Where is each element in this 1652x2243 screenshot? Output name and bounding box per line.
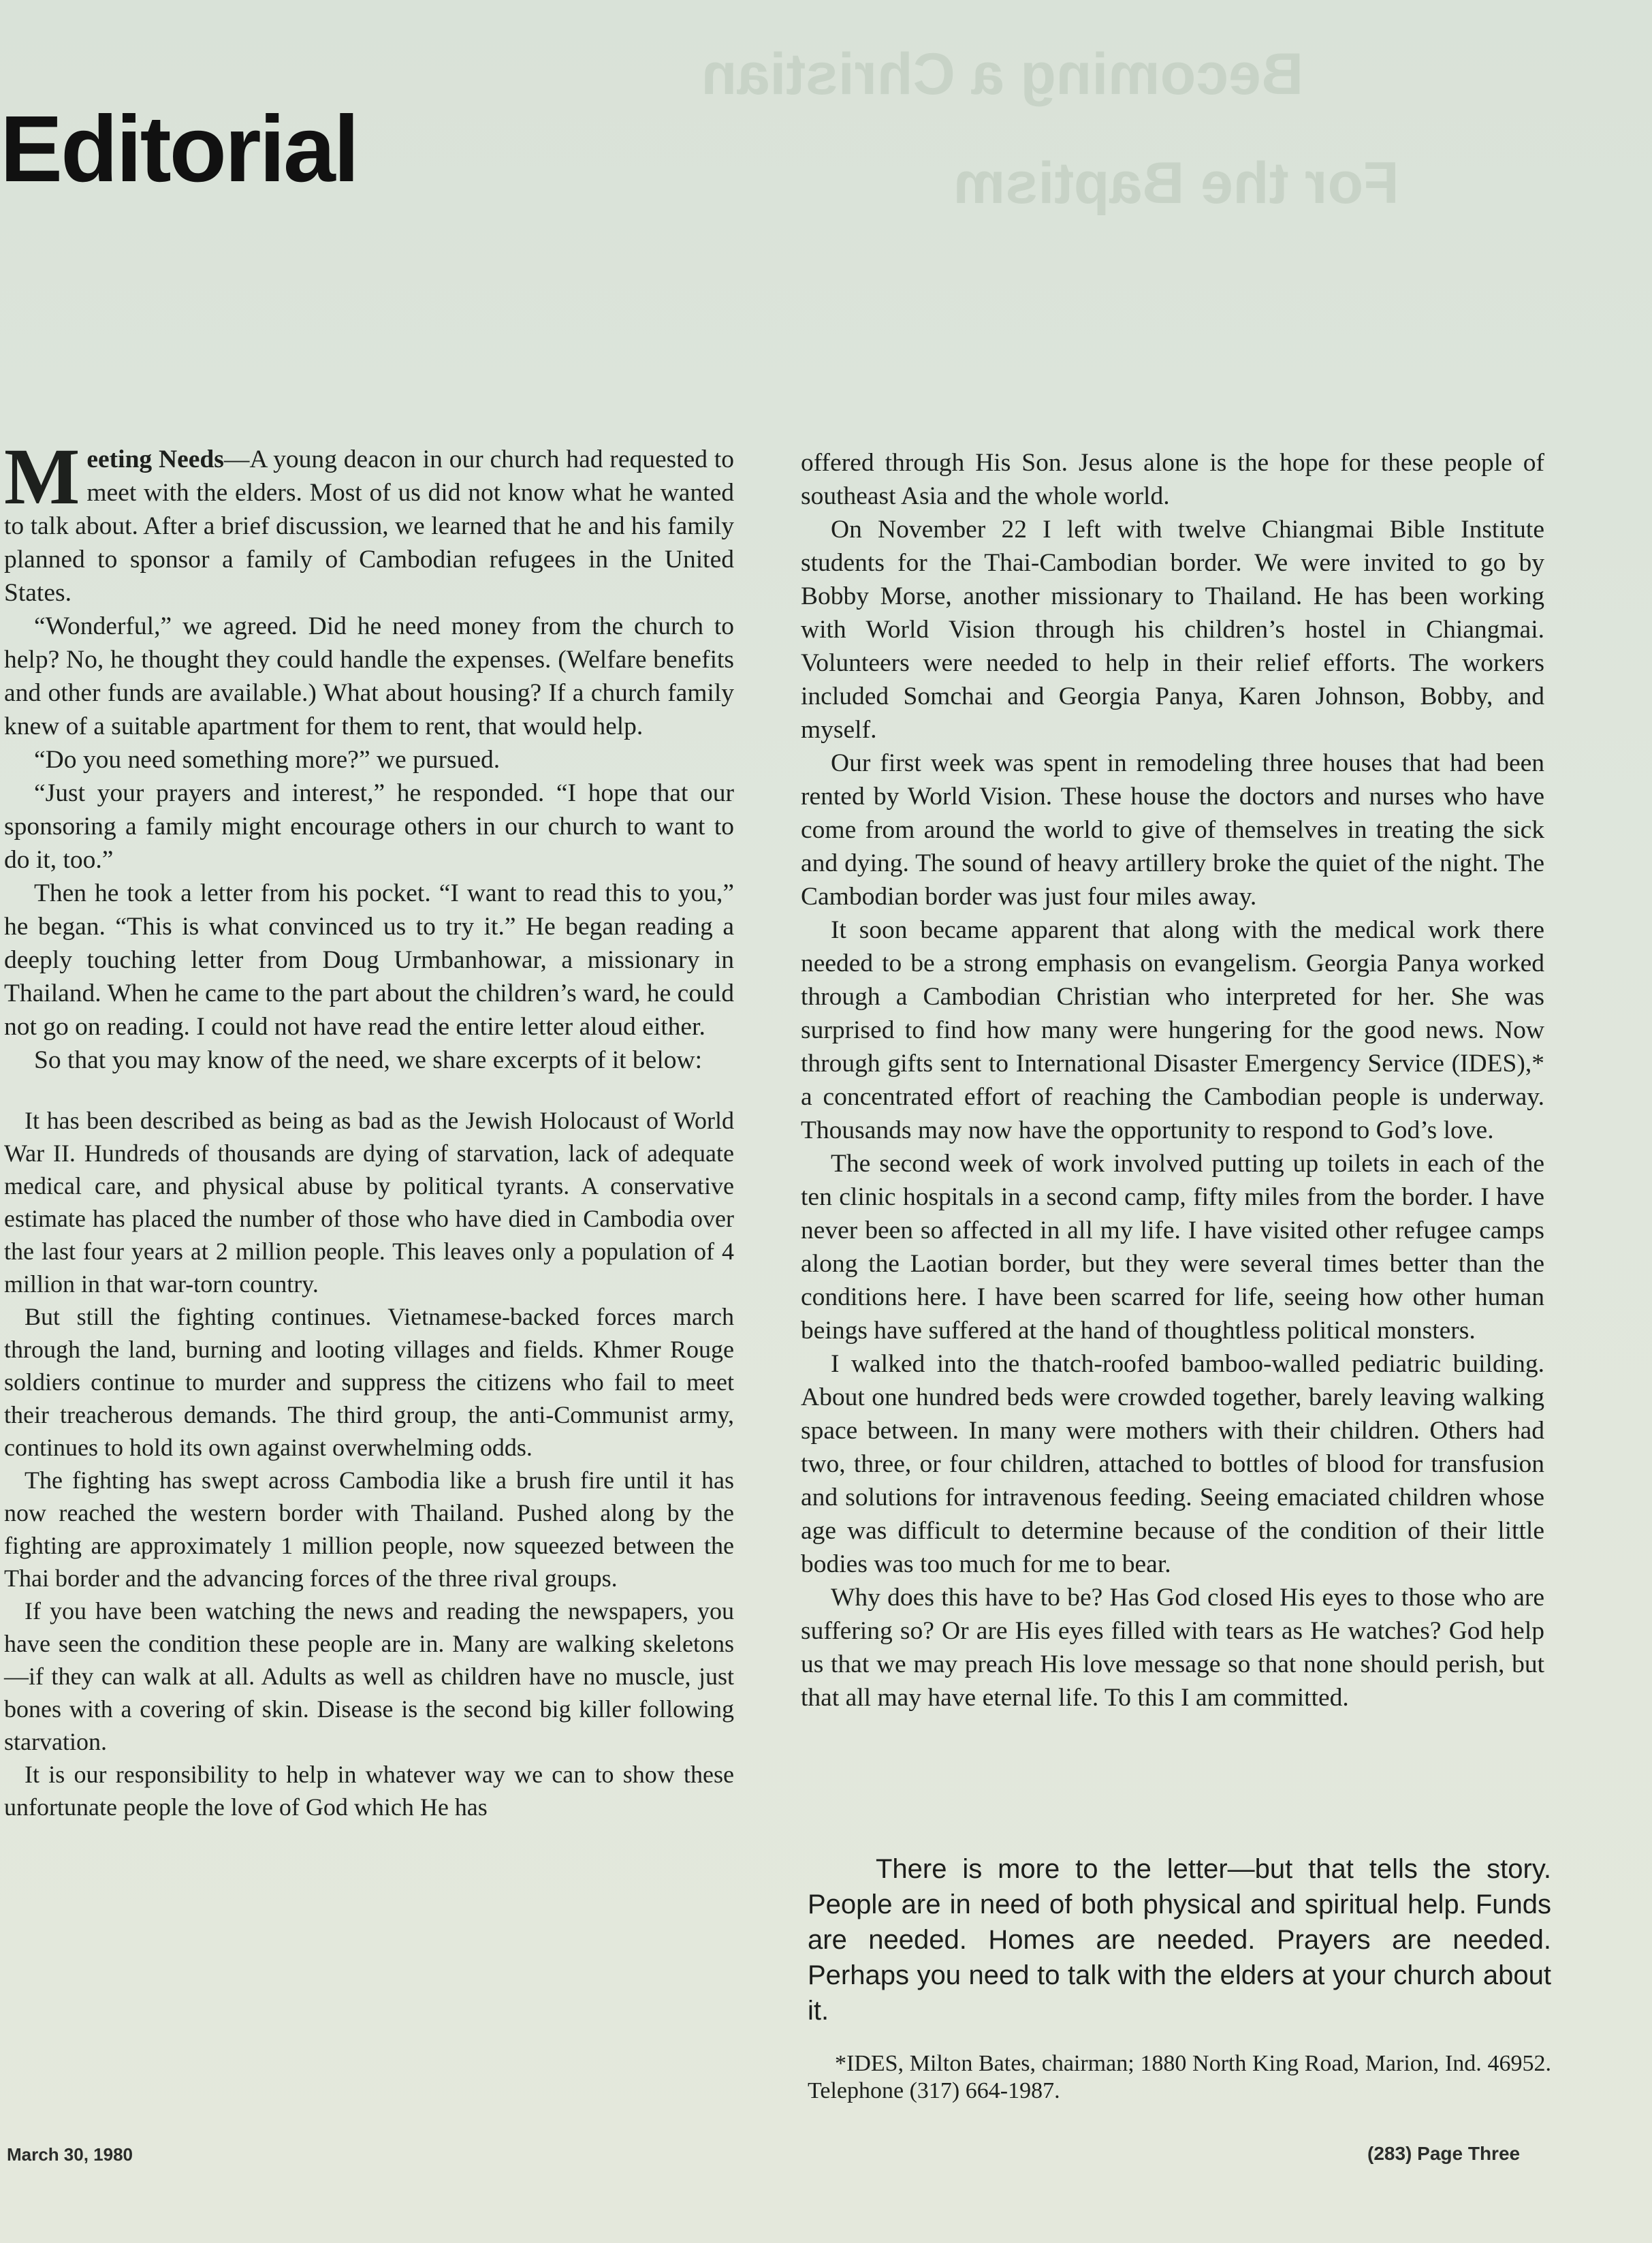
bleed-through-subtitle: For the Baptism: [953, 151, 1399, 216]
issue-date: March 30, 1980: [7, 2144, 133, 2165]
body-paragraph: Why does this have to be? Has God closed His eyes to those who are suffering so? Or are His eyes filled with tears as He watches? God help us that we may preach His love message so that none should perish, but that all may have eternal life. To this I am committed.: [801, 1584, 1544, 1712]
right-column: [801, 446, 1544, 1714]
body-paragraph: Our first week was spent in remodeling three houses that had been rented by World Vision. These house the doctors and nurses who have come from around the world to give of themselves in treating the sick and dying. The sound of heavy artillery broke the quiet of the night. The Cambodian border was just four miles away.: [801, 749, 1544, 911]
letter-excerpt: [4, 1104, 734, 1823]
editorial-callout: [808, 1851, 1551, 2028]
body-paragraph: So that you may know of the need, we share excerpts of it below:: [34, 1046, 702, 1074]
excerpt-paragraph: But still the fighting continues. Vietnamese-backed forces march through the land, burning and looting villages and fields. Khmer Rouge soldiers continue to murder and suppress the citizens who fail to meet their treacherous demands. The third group, the anti-Communist army, continues to hold its own against overwhelming odds.: [4, 1303, 734, 1461]
body-paragraph: The second week of work involved putting up toilets in each of the ten clinic hospitals in a second camp, fifty miles from the border. I have never been so affected in all my life. I have visited other refugee camps along the Laotian border, but they were several times better than the conditions here. I have been scarred for life, seeing how other human beings have suffered at the hand of thoughtless political monsters.: [801, 1150, 1544, 1345]
excerpt-paragraph: The fighting has swept across Cambodia like a brush fire until it has now reached the western border with Thailand. Pushed along by the fighting are approximately 1 million people, now squeezed between the Thai border and the advancing forces of the three rival groups.: [4, 1466, 734, 1592]
body-paragraph: “Do you need something more?” we pursued.: [34, 746, 501, 774]
opening-text: —A young deacon in our church had requested to meet with the elders. Most of us did not know what he wanted to talk about. After a brief discussion, we learned that he and his family planned to sponsor a family of Cambodian refugees in the United States.: [4, 445, 735, 607]
body-paragraph: I walked into the thatch-roofed bamboo-walled pediatric building. About one hundred beds were crowded together, barely leaving walking space between. In many were mothers with their children. Others had two, three, or four children, attached to bottles of blood for transfusion and solutions for intravenous feeding. Seeing emaciated children whose age was difficult to determine because of the condition of their little bodies was too much for me to bear.: [801, 1350, 1544, 1578]
footnote-text: *IDES, Milton Bates, chairman; 1880 North King Road, Marion, Ind. 46952. Telephone (317) 664-1987.: [808, 2051, 1551, 2103]
excerpt-paragraph: It has been described as being as bad as the Jewish Holocaust of World War II. Hundreds of thousands are dying of starvation, lack of adequate medical care, and physical abuse by political tyrants. A conservative estimate has placed the number of those who have died in Cambodia over the last four years at 2 million people. This leaves only a population of 4 million in that war-torn country.: [4, 1107, 734, 1298]
body-paragraph: It soon became apparent that along with the medical work there needed to be a strong emphasis on evangelism. Georgia Panya worked through a Cambodian Christian who interpreted for her. She was surprised to find how many were hungering for the good news. Now through gifts sent to International Disaster Emergency Service (IDES),* a concentrated effort of reaching the Cambodian people is underway. Thousands may now have the opportunity to respond to God’s love.: [801, 916, 1544, 1144]
drop-cap: M: [4, 432, 80, 521]
body-paragraph: “Just your prayers and interest,” he responded. “I hope that our sponsoring a family might encourage others in our church to want to do it, too.”: [4, 779, 734, 874]
footnote: [808, 2050, 1551, 2105]
left-column: [4, 432, 735, 1823]
page-number: (283) Page Three: [1367, 2143, 1521, 2164]
body-paragraph: Then he took a letter from his pocket. “I want to read this to you,” he began. “This is what convinced us to try it.” He began reading a deeply touching letter from Doug Urmbanhowar, a missionary in Thailand. When he came to the part about the children’s ward, he could not go on reading. I could not have read the entire letter aloud either.: [4, 879, 734, 1041]
masthead-editorial: Editorial: [0, 97, 358, 202]
body-paragraph: On November 22 I left with twelve Chiangmai Bible Institute students for the Thai-Cambodian border. We were invited to go by Bobby Morse, another missionary to Thailand. He has been working with World Vision through his children’s hostel in Chiangmai. Volunteers were needed to help in their relief efforts. The workers included Somchai and Georgia Panya, Karen Johnson, Bobby, and myself.: [801, 516, 1544, 744]
body-paragraph: “Wonderful,” we agreed. Did he need money from the church to help? No, he thought they could handle the expenses. (Welfare benefits and other funds are available.) What about housing? If a church family knew of a suitable apartment for them to rent, that would help.: [4, 612, 734, 740]
continuation-paragraph: offered through His Son. Jesus alone is the hope for these people of southeast Asia and the whole world.: [801, 449, 1544, 510]
callout-text: There is more to the letter—but that tells the story. People are in need of both physical and spiritual help. Funds are needed. Homes are needed. Prayers are needed. Perhaps you need to talk with the elders at your church about it.: [808, 1854, 1551, 2026]
bleed-through-title: Becoming a Christian: [701, 42, 1304, 107]
opening-paragraph: [4, 432, 735, 610]
excerpt-paragraph: It is our responsibility to help in whatever way we can to show these unfortunate people the love of God which He has: [4, 1761, 734, 1821]
excerpt-paragraph: If you have been watching the news and reading the newspapers, you have seen the condition these people are in. Many are walking skeletons—if they can walk at all. Adults as well as children have no muscle, just bones with a covering of skin. Disease is the second big killer following starvation.: [4, 1597, 734, 1755]
lead-in: eeting Needs: [86, 445, 224, 473]
